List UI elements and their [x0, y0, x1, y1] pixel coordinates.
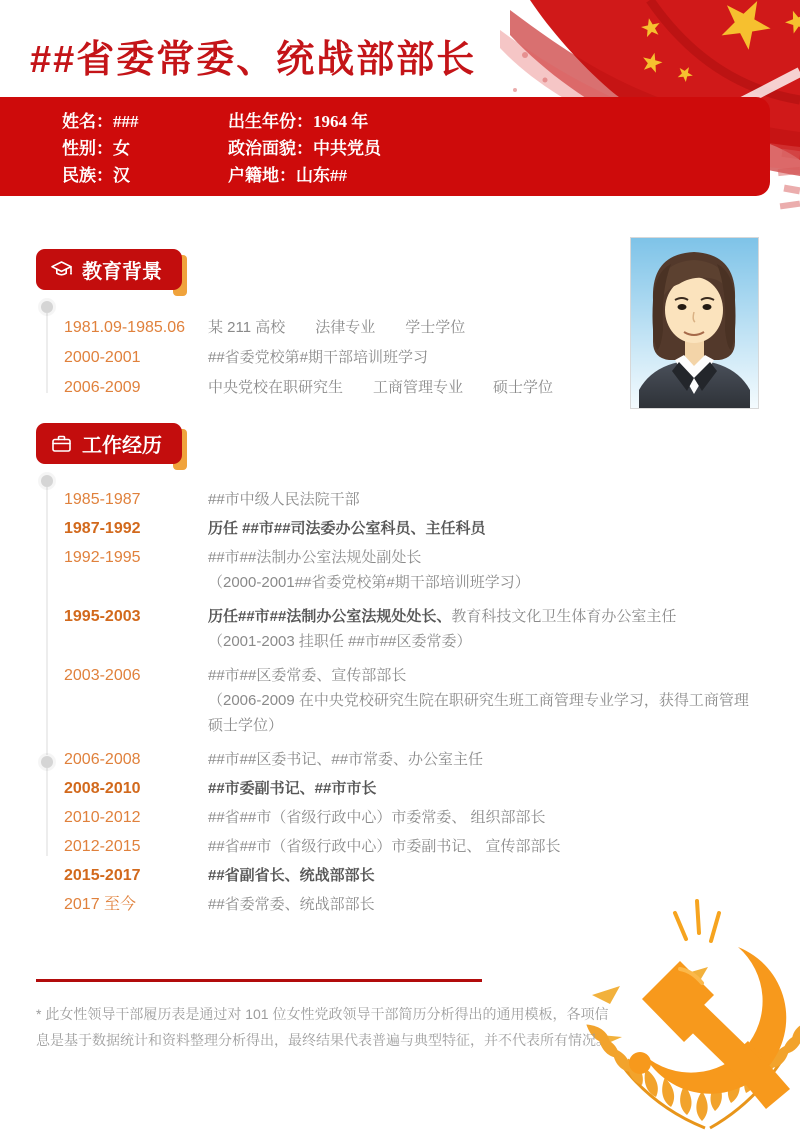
- page-title: ##省委常委、统战部部长: [30, 39, 477, 81]
- profile-field-label: 政治面貌：: [228, 139, 313, 158]
- timeline-line: [46, 768, 48, 856]
- profile-field: [62, 162, 139, 189]
- timeline-content: [208, 343, 428, 373]
- timeline-content: [208, 545, 530, 595]
- timeline-text-line: （2000-2001##省委党校第#期干部培训班学习）: [208, 574, 530, 591]
- timeline-text-line: ##市##区委常委、宣传部部长: [208, 667, 407, 684]
- timeline-period: 1987-1992: [64, 520, 141, 537]
- avatar-photo: [630, 237, 759, 409]
- profile-field: [62, 135, 139, 162]
- timeline-content: [208, 776, 376, 801]
- timeline-item: [64, 373, 624, 403]
- party-emblem-decoration: [580, 891, 800, 1131]
- timeline-line: [46, 487, 48, 755]
- timeline-content: [208, 663, 749, 738]
- profile-field: [228, 108, 381, 135]
- timeline-text-line: ##市委副书记、##市市长: [208, 780, 377, 797]
- timeline-content: [208, 373, 553, 403]
- timeline-period: 2010-2012: [64, 809, 141, 826]
- timeline-text-line: ##省副省长、统战部部长: [208, 867, 375, 884]
- profile-field: [228, 135, 381, 162]
- work-timeline: [64, 487, 780, 921]
- timeline-item: [64, 487, 780, 512]
- timeline-item: [64, 834, 780, 859]
- profile-banner: [0, 97, 770, 196]
- timeline-period: 2015-2017: [64, 867, 141, 884]
- timeline-text-line: 历任##市##法制办公室法规处处长、教育科技文化卫生体育办公室主任: [208, 608, 677, 625]
- timeline-item: [64, 545, 780, 595]
- timeline-period: 1995-2003: [64, 608, 141, 625]
- timeline-text-line: 某 211 高校 法律专业 学士学位: [208, 319, 466, 336]
- profile-field-value: 汉: [113, 166, 130, 185]
- timeline-text-line: ##省##市（省级行政中心）市委常委、 组织部部长: [208, 809, 546, 826]
- profile-field-value: 1964 年: [313, 112, 369, 131]
- section-title-education: 教育背景: [82, 261, 162, 283]
- timeline-content: [208, 516, 486, 541]
- timeline-period: 2006-2009: [64, 379, 141, 396]
- timeline-item: [64, 863, 780, 888]
- section-badge-work: [36, 423, 182, 464]
- profile-field-label: 户籍地：: [228, 166, 296, 185]
- timeline-period: 2003-2006: [64, 667, 141, 684]
- timeline-period: 2008-2010: [64, 780, 141, 797]
- profile-field-label: 出生年份：: [228, 112, 313, 131]
- timeline-text-line: 硕士学位）: [208, 717, 284, 734]
- profile-right-column: [228, 108, 381, 189]
- footer-divider: [36, 979, 482, 982]
- timeline-dot: [41, 756, 53, 768]
- timeline-content: [208, 892, 375, 917]
- briefcase-icon: [50, 432, 73, 455]
- timeline-item: [64, 516, 780, 541]
- footer-note: * 此女性领导干部履历表是通过对 101 位女性党政领导干部简历分析得出的通用模板，各项信息是基于数据统计和资料整理分析得出，最终结果代表普遍与典型特征，并不代表所有情况。: [36, 1006, 610, 1048]
- timeline-item: [64, 313, 624, 343]
- timeline-content: [208, 487, 360, 512]
- graduation-cap-icon: [50, 258, 73, 281]
- timeline-content: [208, 313, 465, 343]
- timeline-text-line: （2001-2003 挂职任 ##市##区委常委）: [208, 633, 472, 650]
- timeline-content: [208, 863, 375, 888]
- profile-field-label: 姓名：: [62, 112, 113, 131]
- timeline-period: 1992-1995: [64, 549, 141, 566]
- section-badge-education: [36, 249, 182, 290]
- timeline-content: [208, 834, 561, 859]
- timeline-dot: [41, 301, 53, 313]
- timeline-item: [64, 604, 780, 654]
- profile-left-column: [62, 108, 139, 189]
- timeline-text-line: （2006-2009 在中央党校研究生院在职研究生班工商管理专业学习，获得工商管理: [208, 692, 749, 709]
- timeline-period: 1981.09-1985.06: [64, 319, 185, 336]
- timeline-text-line: ##省委常委、统战部部长: [208, 896, 375, 913]
- timeline-text-line: 历任 ##市##司法委办公室科员、主任科员: [208, 520, 486, 537]
- timeline-content: [208, 604, 676, 654]
- timeline-text-line: ##市##法制办公室法规处副处长: [208, 549, 422, 566]
- timeline-item: [64, 805, 780, 830]
- timeline-item: [64, 747, 780, 772]
- profile-field: [228, 162, 381, 189]
- profile-field: [62, 108, 139, 135]
- timeline-text-line: ##省委党校第#期干部培训班学习: [208, 349, 429, 366]
- timeline-dot: [41, 475, 53, 487]
- timeline-text-line: ##市中级人民法院干部: [208, 491, 360, 508]
- timeline-period: 1985-1987: [64, 491, 141, 508]
- timeline-period: 2000-2001: [64, 349, 141, 366]
- profile-field-label: 民族：: [62, 166, 113, 185]
- timeline-period: 2012-2015: [64, 838, 141, 855]
- timeline-text-line: ##省##市（省级行政中心）市委副书记、 宣传部部长: [208, 838, 561, 855]
- timeline-content: [208, 805, 546, 830]
- profile-field-value: 女: [113, 139, 130, 158]
- timeline-content: [208, 747, 483, 772]
- timeline-text-line: 中央党校在职研究生 工商管理专业 硕士学位: [208, 379, 554, 396]
- section-title-work: 工作经历: [82, 435, 162, 457]
- timeline-item: [64, 663, 780, 738]
- timeline-period: 2017 至今: [64, 896, 137, 913]
- profile-field-value: 山东##: [296, 166, 347, 185]
- timeline-item: [64, 892, 780, 917]
- profile-field-label: 性别：: [62, 139, 113, 158]
- timeline-text-line: ##市##区委书记、##市常委、办公室主任: [208, 751, 484, 768]
- timeline-period: 2006-2008: [64, 751, 141, 768]
- timeline-item: [64, 343, 624, 373]
- profile-field-value: 中共党员: [313, 139, 381, 158]
- timeline-item: [64, 776, 780, 801]
- education-timeline: [64, 313, 624, 403]
- timeline-line: [46, 313, 48, 393]
- profile-field-value: ###: [113, 112, 139, 131]
